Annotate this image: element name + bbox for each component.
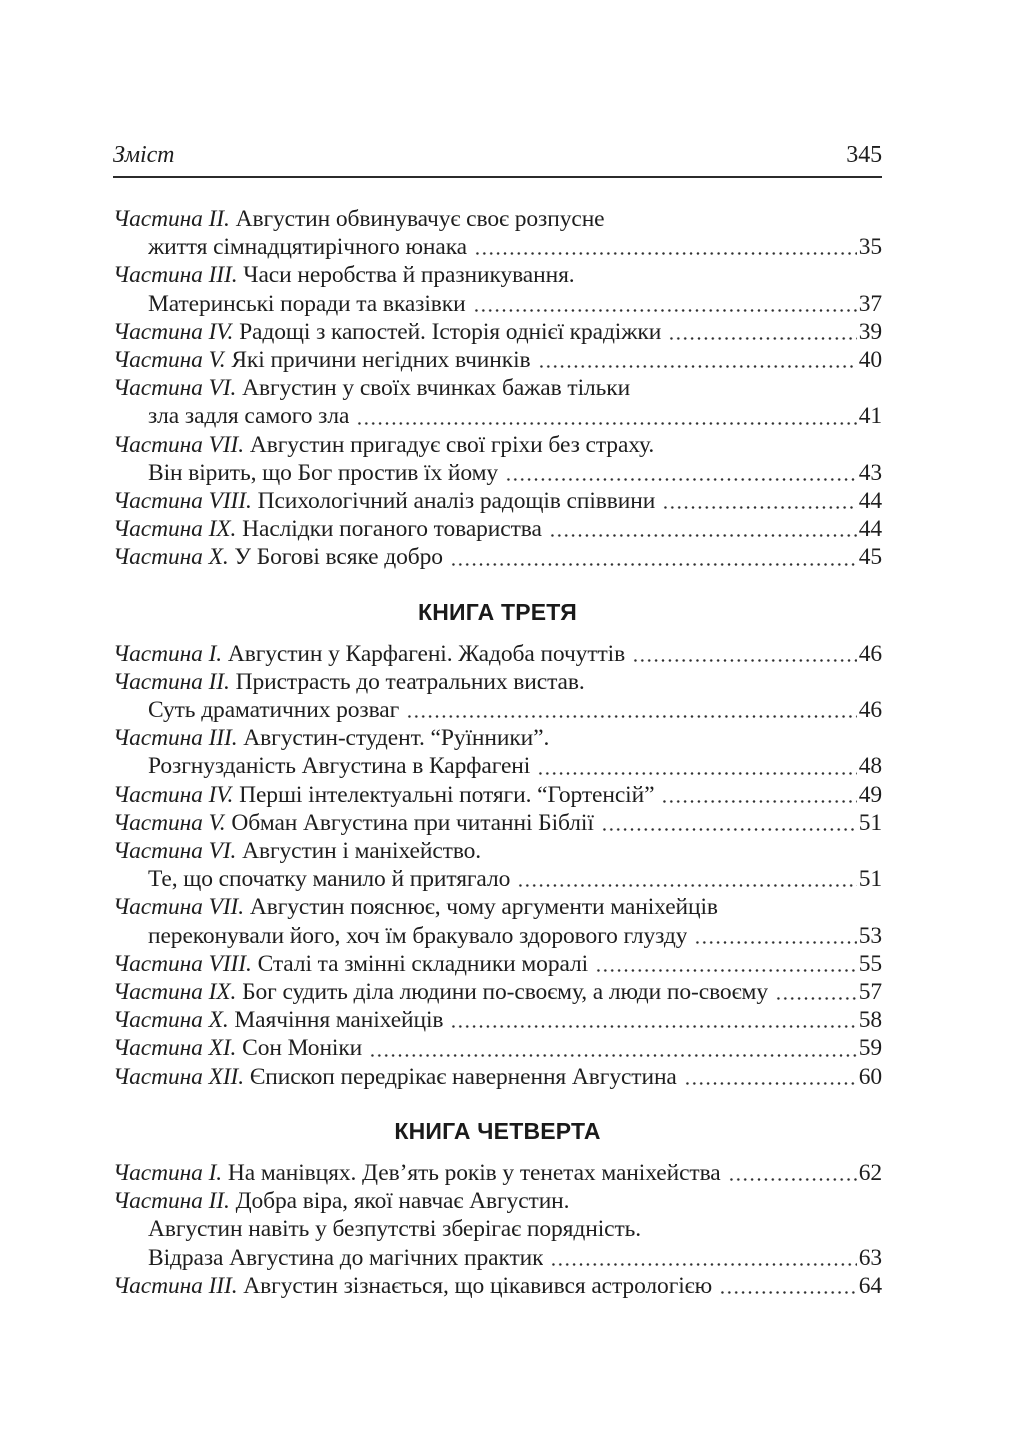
chapter-label: Частина IX. bbox=[113, 516, 237, 543]
toc-line bbox=[113, 724, 882, 752]
dot-leader bbox=[450, 1023, 856, 1030]
page-ref: 48 bbox=[858, 753, 882, 780]
toc-line-text bbox=[113, 431, 654, 459]
chapter-label: Частина X. bbox=[113, 1007, 229, 1034]
chapter-title: Августин обвинувачує своє розпусне bbox=[229, 206, 605, 232]
page-ref: 41 bbox=[858, 403, 882, 430]
toc-line bbox=[113, 543, 882, 571]
toc-line bbox=[113, 640, 882, 668]
page-ref: 46 bbox=[858, 640, 882, 667]
toc-line-text bbox=[113, 487, 655, 515]
toc-line-text bbox=[113, 809, 594, 837]
book-heading: КНИГА ТРЕТЯ bbox=[418, 598, 577, 625]
dot-leader bbox=[505, 476, 857, 483]
chapter-label: Частина XII. bbox=[113, 1063, 245, 1090]
toc-line-text bbox=[113, 724, 549, 752]
chapter-label: Частина VI. bbox=[113, 838, 237, 865]
page-ref: 40 bbox=[858, 347, 882, 374]
chapter-title: зла задля самого зла bbox=[148, 403, 350, 430]
toc-line-text bbox=[148, 1244, 543, 1272]
dot-leader bbox=[356, 420, 856, 427]
chapter-label: Частина IV. bbox=[113, 318, 234, 345]
toc-line-text bbox=[113, 318, 661, 346]
chapter-label: Частина V. bbox=[113, 347, 226, 374]
dot-leader bbox=[474, 250, 857, 257]
chapter-title: Сталі та змінні складники моралі bbox=[251, 950, 589, 977]
chapter-title: Маячіння маніхейців bbox=[228, 1007, 444, 1034]
toc-line-text bbox=[148, 752, 530, 780]
chapter-label: Частина X. bbox=[113, 544, 229, 571]
toc-line-text bbox=[113, 515, 542, 543]
toc-line-text bbox=[148, 290, 466, 318]
toc-line-text bbox=[113, 668, 585, 696]
chapter-label: Частина V. bbox=[113, 809, 226, 836]
chapter-label: Частина XI. bbox=[113, 1035, 237, 1062]
page-ref: 60 bbox=[858, 1063, 882, 1090]
chapter-title: Обман Августина при читанні Біблії bbox=[225, 809, 594, 836]
toc-line-text bbox=[113, 1272, 712, 1300]
toc-line bbox=[113, 459, 882, 487]
page-ref: 58 bbox=[858, 1007, 882, 1034]
toc-line bbox=[113, 1244, 882, 1272]
running-head bbox=[113, 142, 882, 178]
dot-leader bbox=[661, 798, 856, 805]
toc-line bbox=[113, 1159, 882, 1187]
toc-line bbox=[113, 837, 882, 865]
page-ref: 37 bbox=[858, 290, 882, 317]
chapter-label: Частина VIII. bbox=[113, 950, 252, 977]
dot-leader bbox=[538, 363, 857, 370]
toc-line bbox=[113, 346, 882, 374]
chapter-label: Частина III. bbox=[113, 1272, 238, 1299]
toc-line bbox=[113, 668, 882, 696]
page-ref: 55 bbox=[858, 950, 882, 977]
toc-line-text bbox=[148, 922, 687, 950]
toc-line bbox=[113, 261, 882, 289]
chapter-title: Відраза Августина до магічних практик bbox=[148, 1244, 544, 1271]
page-ref: 45 bbox=[858, 544, 882, 571]
running-head-title: Зміст bbox=[113, 142, 175, 168]
toc-line bbox=[113, 865, 882, 893]
chapter-title: Психологічний аналіз радощів співвини bbox=[251, 488, 656, 515]
toc-line bbox=[113, 978, 882, 1006]
dot-leader bbox=[550, 1261, 856, 1268]
toc-line bbox=[113, 402, 882, 430]
toc-line bbox=[113, 487, 882, 515]
toc-line-text bbox=[113, 640, 625, 668]
toc-line bbox=[113, 233, 882, 261]
toc-line bbox=[113, 374, 882, 402]
toc-line bbox=[113, 1215, 882, 1243]
toc-line bbox=[113, 922, 882, 950]
chapter-label: Частина IX. bbox=[113, 979, 237, 1006]
chapter-title: життя сімнадцятирічного юнака bbox=[148, 234, 468, 261]
page-ref: 44 bbox=[858, 488, 882, 515]
chapter-label: Частина III. bbox=[113, 262, 238, 289]
chapter-label: Частина III. bbox=[113, 725, 238, 752]
toc-line-text bbox=[148, 233, 467, 261]
page-ref: 59 bbox=[858, 1035, 882, 1062]
page-ref: 39 bbox=[858, 318, 882, 345]
chapter-label: Частина VIII. bbox=[113, 488, 252, 515]
toc-line-text bbox=[113, 374, 630, 402]
chapter-title: Радощі з капостей. Історія однієї крадіжки bbox=[233, 318, 662, 345]
chapter-title: Суть драматичних розваг bbox=[148, 697, 400, 724]
toc-line-text bbox=[113, 978, 768, 1006]
chapter-label: Частина II. bbox=[113, 1188, 230, 1215]
chapter-title: Материнські поради та вказівки bbox=[148, 290, 466, 317]
dot-leader bbox=[549, 532, 857, 539]
page-ref: 49 bbox=[858, 781, 882, 808]
dot-leader bbox=[668, 335, 857, 342]
toc-line-text bbox=[148, 865, 510, 893]
toc-line-text bbox=[113, 781, 654, 809]
chapter-title: Він вірить, що Бог простив їх йому bbox=[148, 459, 498, 486]
chapter-title: Пристрасть до театральних вистав. bbox=[229, 668, 585, 695]
page-ref: 46 bbox=[858, 697, 882, 724]
toc-line-text bbox=[113, 950, 588, 978]
toc-line-text bbox=[113, 1063, 677, 1091]
toc-line-text bbox=[113, 543, 443, 571]
dot-leader bbox=[517, 882, 856, 889]
toc-line-text bbox=[113, 837, 481, 865]
dot-leader bbox=[662, 504, 856, 511]
toc-line bbox=[113, 431, 882, 459]
chapter-title: Добра віра, якої навчає Августин. bbox=[229, 1188, 570, 1215]
toc-line-text bbox=[113, 261, 575, 289]
page-ref: 51 bbox=[858, 809, 882, 836]
toc-line-text bbox=[113, 893, 718, 921]
toc-line-text bbox=[148, 1215, 641, 1243]
toc-line bbox=[113, 781, 882, 809]
toc-line-text bbox=[113, 346, 531, 374]
chapter-title: Августин у Карфагені. Жадоба почуттів bbox=[222, 640, 626, 667]
chapter-title: Те, що спочатку манило й притягало bbox=[148, 866, 511, 893]
chapter-title: переконували його, хоч їм бракувало здорового глузду bbox=[148, 922, 688, 949]
chapter-label: Частина VII. bbox=[113, 431, 245, 458]
dot-leader bbox=[450, 561, 857, 568]
toc-line-text bbox=[148, 402, 349, 430]
toc-line-text bbox=[113, 1159, 721, 1187]
page-ref: 64 bbox=[858, 1272, 882, 1299]
dot-leader bbox=[406, 713, 857, 720]
dot-leader bbox=[728, 1176, 857, 1183]
toc-line bbox=[113, 318, 882, 346]
toc-line bbox=[113, 696, 882, 724]
chapter-title: Бог судить діла людини по-своєму, а люди по-своєму bbox=[236, 979, 768, 1006]
toc-line bbox=[113, 893, 882, 921]
toc-line bbox=[113, 809, 882, 837]
toc-line-text bbox=[113, 1187, 569, 1215]
toc-line bbox=[113, 1063, 882, 1091]
chapter-title: На манівцях. Дев’ять років у тенетах маніхейства bbox=[222, 1159, 721, 1186]
chapter-title: Розгнузданість Августина в Карфагені bbox=[148, 753, 531, 780]
chapter-title: У Богові всяке добро bbox=[228, 544, 443, 571]
page-ref: 63 bbox=[858, 1244, 882, 1271]
dot-leader bbox=[719, 1289, 857, 1296]
dot-leader bbox=[694, 939, 856, 946]
chapter-title: Августин-студент. “Руїнники”. bbox=[237, 725, 550, 752]
chapter-title: Августин пояснює, чому аргументи маніхейців bbox=[244, 894, 718, 921]
toc-line bbox=[113, 950, 882, 978]
dot-leader bbox=[684, 1080, 857, 1087]
dot-leader bbox=[595, 967, 857, 974]
chapter-label: Частина VII. bbox=[113, 894, 245, 921]
chapter-title: Наслідки поганого товариства bbox=[236, 516, 542, 543]
page-ref: 43 bbox=[858, 459, 882, 486]
toc-line bbox=[113, 205, 882, 233]
dot-leader bbox=[369, 1052, 857, 1059]
page-ref: 44 bbox=[858, 516, 882, 543]
chapter-title: Августин і маніхейство. bbox=[236, 838, 482, 865]
chapter-label: Частина I. bbox=[113, 1159, 223, 1186]
page-ref: 51 bbox=[858, 866, 882, 893]
toc-line bbox=[113, 1187, 882, 1215]
dot-leader bbox=[473, 307, 857, 314]
dot-leader bbox=[537, 770, 857, 777]
toc-line bbox=[113, 1272, 882, 1300]
folio-page-number: 345 bbox=[846, 142, 882, 168]
toc-line bbox=[113, 515, 882, 543]
toc-line-text bbox=[113, 205, 605, 233]
chapter-title: Єпископ передрікає навернення Августина bbox=[244, 1063, 677, 1090]
chapter-title: Августин пригадує свої гріхи без страху. bbox=[244, 431, 655, 458]
toc-line bbox=[113, 290, 882, 318]
page-ref: 35 bbox=[858, 234, 882, 261]
page-ref: 57 bbox=[858, 979, 882, 1006]
toc-line-text bbox=[148, 696, 399, 724]
chapter-title: Перші інтелектуальні потяги. “Гортенсій” bbox=[233, 781, 655, 808]
toc bbox=[113, 205, 882, 1300]
chapter-label: Частина II. bbox=[113, 206, 230, 232]
dot-leader bbox=[632, 657, 857, 664]
chapter-title: Які причини негідних вчинків bbox=[225, 347, 531, 374]
dot-leader bbox=[775, 995, 857, 1002]
toc-line bbox=[113, 752, 882, 780]
toc-line bbox=[113, 1006, 882, 1034]
chapter-title: Августин навіть у безпутстві зберігає порядність. bbox=[148, 1216, 642, 1243]
page-ref: 62 bbox=[858, 1159, 882, 1186]
chapter-title: Сон Моніки bbox=[236, 1035, 363, 1062]
toc-line bbox=[113, 1034, 882, 1062]
dot-leader bbox=[601, 826, 857, 833]
chapter-label: Частина I. bbox=[113, 640, 223, 667]
chapter-label: Частина II. bbox=[113, 668, 230, 695]
page-ref: 53 bbox=[858, 922, 882, 949]
toc-line-text bbox=[113, 1006, 443, 1034]
chapter-label: Частина IV. bbox=[113, 781, 234, 808]
toc-line-text bbox=[113, 1034, 362, 1062]
chapter-title: Часи неробства й празникування. bbox=[237, 262, 575, 289]
toc-line-text bbox=[148, 459, 498, 487]
chapter-title: Августин у своїх вчинках бажав тільки bbox=[236, 375, 631, 402]
chapter-title: Августин зізнається, що цікавився астрологією bbox=[237, 1272, 713, 1299]
book-heading: КНИГА ЧЕТВЕРТА bbox=[394, 1117, 601, 1144]
chapter-label: Частина VI. bbox=[113, 375, 237, 402]
